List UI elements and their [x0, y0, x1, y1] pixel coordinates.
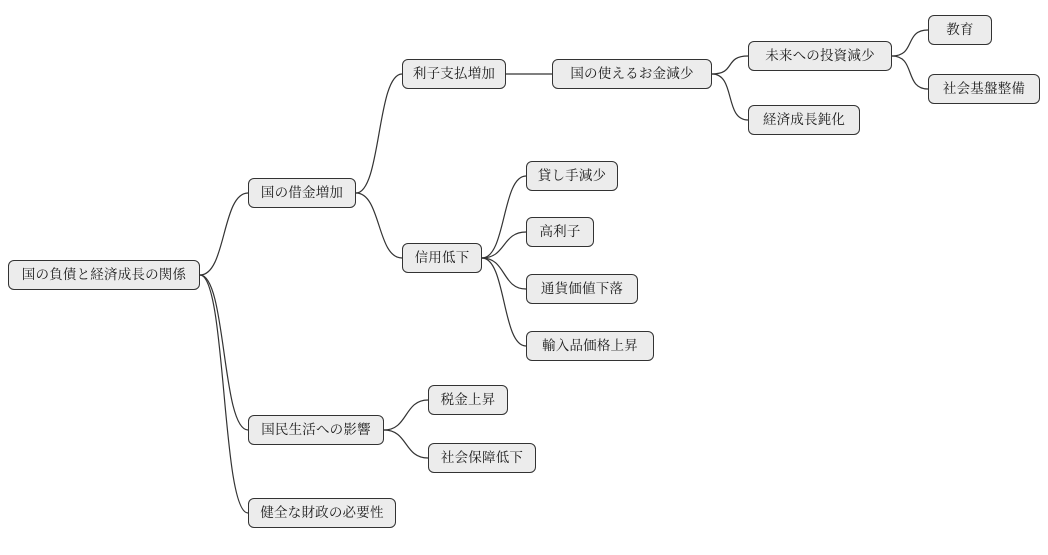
mindmap-node-root[interactable]	[8, 260, 200, 290]
mindmap-node-livelihood[interactable]	[248, 415, 384, 445]
mindmap-node-label: 国の借金増加	[260, 185, 344, 201]
mindmap-node-label: 国の使えるお金減少	[570, 66, 694, 82]
mindmap-edge-livelihood-to-welfare	[384, 430, 428, 458]
mindmap-edge-credit-to-lenders	[482, 176, 526, 258]
mindmap-node-infra[interactable]	[928, 74, 1040, 104]
mindmap-edge-credit-to-highrate	[482, 232, 526, 258]
mindmap-node-label: 税金上昇	[440, 392, 496, 408]
mindmap-edge-debt-to-credit	[356, 193, 402, 258]
mindmap-edge-credit-to-imports	[482, 258, 526, 346]
mindmap-node-label: 社会基盤整備	[942, 81, 1026, 97]
mindmap-node-label: 国の負債と経済成長の関係	[21, 267, 187, 283]
mindmap-node-label: 教育	[946, 22, 974, 38]
mindmap-node-label: 経済成長鈍化	[762, 112, 846, 128]
mindmap-node-tax[interactable]	[428, 385, 508, 415]
mindmap-node-debt[interactable]	[248, 178, 356, 208]
mindmap-edge-root-to-livelihood	[200, 275, 248, 430]
mindmap-edge-credit-to-currency	[482, 258, 526, 289]
mindmap-node-slowgrowth[interactable]	[748, 105, 860, 135]
mindmap-node-soundness[interactable]	[248, 498, 396, 528]
mindmap-edge-root-to-debt	[200, 193, 248, 275]
mindmap-node-education[interactable]	[928, 15, 992, 45]
mindmap-node-label: 社会保障低下	[440, 450, 524, 466]
mindmap-node-interest[interactable]	[402, 59, 506, 89]
mindmap-node-future[interactable]	[748, 41, 892, 71]
mindmap-edge-usable-to-slowgrowth	[712, 74, 748, 120]
mindmap-node-label: 健全な財政の必要性	[260, 505, 384, 521]
mindmap-edge-usable-to-future	[712, 56, 748, 74]
mindmap-edge-future-to-education	[892, 30, 928, 56]
mindmap-node-label: 利子支払増加	[412, 66, 496, 82]
mindmap-node-label: 貸し手減少	[537, 168, 607, 184]
mindmap-node-highrate[interactable]	[526, 217, 594, 247]
mindmap-node-label: 高利子	[539, 224, 581, 240]
mindmap-node-label: 通貨価値下落	[540, 281, 624, 297]
mindmap-node-usable[interactable]	[552, 59, 712, 89]
mindmap-node-imports[interactable]	[526, 331, 654, 361]
mindmap-node-lenders[interactable]	[526, 161, 618, 191]
mindmap-edge-livelihood-to-tax	[384, 400, 428, 430]
mindmap-node-welfare[interactable]	[428, 443, 536, 473]
mindmap-node-label: 未来への投資減少	[765, 48, 875, 64]
mindmap-node-label: 信用低下	[414, 250, 470, 266]
mindmap-node-label: 輸入品価格上昇	[542, 338, 638, 354]
mindmap-edge-root-to-soundness	[200, 275, 248, 513]
mindmap-edge-future-to-infra	[892, 56, 928, 89]
mindmap-node-credit[interactable]	[402, 243, 482, 273]
mindmap-node-currency[interactable]	[526, 274, 638, 304]
mindmap-node-label: 国民生活への影響	[261, 422, 371, 438]
mindmap-edge-debt-to-interest	[356, 74, 402, 193]
